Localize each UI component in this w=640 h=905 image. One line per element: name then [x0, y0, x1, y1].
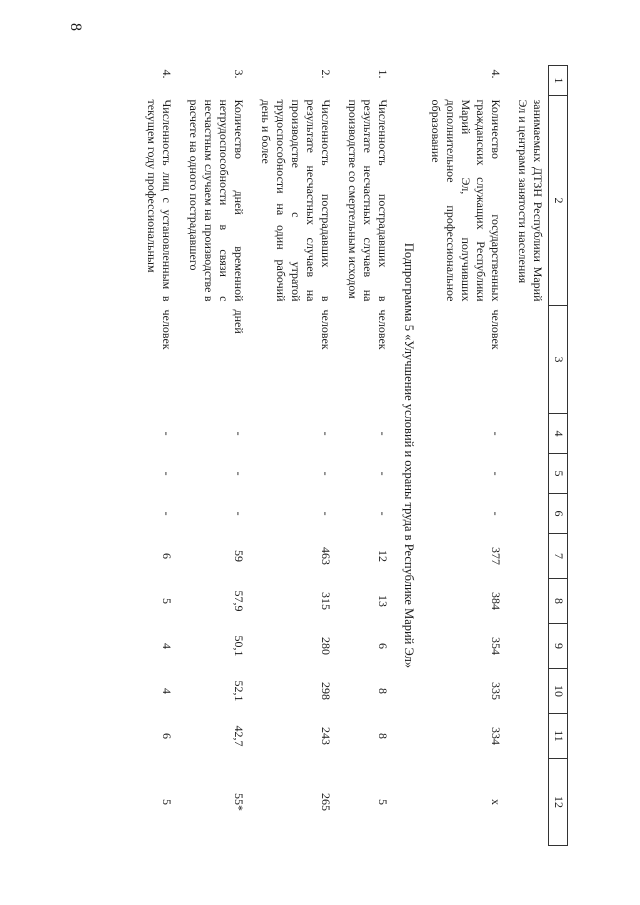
table-row	[422, 66, 509, 846]
value-cell-col-6: -	[489, 511, 503, 516]
value-cell-col-11: 8	[376, 733, 391, 739]
page-number: 8	[67, 23, 84, 31]
indicator-name: Численность пострадавших в результате несчастных случаев на производстве с утратой трудоспособности на один рабочий день и более	[259, 99, 334, 302]
table-row	[138, 66, 180, 846]
row-number	[509, 66, 549, 96]
section-title-row	[396, 66, 422, 846]
value-cell-col-5: -	[160, 471, 175, 476]
value-cell-col-7: 59	[232, 550, 247, 562]
unit-cell: человек	[160, 309, 175, 350]
value-cell-col-5: -	[319, 471, 334, 476]
unit-cell: человек	[319, 309, 334, 350]
value-cell-col-4: -	[319, 431, 334, 436]
unit-cell	[509, 306, 549, 414]
table-row	[252, 66, 339, 846]
value-cell-col-10: 4	[160, 688, 175, 694]
value-cell-col-4: -	[160, 431, 175, 436]
value-cell-col-7: 463	[319, 547, 334, 565]
header-cell-2: 2	[549, 96, 568, 306]
value-cell-col-9	[509, 624, 549, 669]
value-cell-col-12: 55*	[232, 793, 247, 811]
value-cell-col-10: 52,1	[232, 680, 247, 702]
value-cell-col-7	[509, 534, 549, 579]
value-cell-col-11: 42,7	[232, 725, 247, 747]
header-cell-3: 3	[549, 306, 568, 414]
header-cell-10: 10	[549, 669, 568, 714]
value-cell-col-12	[509, 759, 549, 846]
header-cell-6: 6	[549, 494, 568, 534]
value-cell-col-7: 12	[376, 550, 391, 562]
value-cell-col-11: 6	[160, 733, 175, 739]
header-cell-11: 11	[549, 714, 568, 759]
header-cell-4: 4	[549, 414, 568, 454]
value-cell-col-6: -	[376, 511, 391, 516]
row-number: 4.	[160, 69, 175, 79]
value-cell-col-8: 13	[376, 595, 391, 607]
header-cell-8: 8	[549, 579, 568, 624]
value-cell-col-5: -	[376, 471, 391, 476]
value-cell-col-12: 5	[376, 799, 391, 805]
section-title: Подпрограмма 5 «Улучшение условий и охраны труда в Республике Марий Эл»	[402, 242, 416, 669]
value-cell-col-6	[509, 494, 549, 534]
row-number: 3.	[232, 69, 247, 79]
value-cell-col-11: 334	[489, 727, 503, 745]
value-cell-col-10: 8	[376, 688, 391, 694]
row-number: 1.	[376, 69, 391, 79]
value-cell-col-5: -	[232, 471, 247, 476]
value-cell-col-9: 4	[160, 643, 175, 649]
indicator-name: Количество государственных гражданских служащих Республики Марий Эл, получивших дополнительное профессиональное образование	[429, 99, 503, 302]
value-cell-col-10	[509, 669, 549, 714]
row-number: 4.	[489, 69, 503, 79]
value-cell-col-9: 6	[376, 643, 391, 649]
row-number: 2.	[319, 69, 334, 79]
value-cell-col-12: 265	[319, 793, 334, 811]
value-cell-col-8	[509, 579, 549, 624]
header-cell-7: 7	[549, 534, 568, 579]
value-cell-col-7: 377	[489, 547, 503, 565]
indicator-name: Численность пострадавших в результате несчастных случаев на производстве со смертельным исходом	[346, 99, 391, 302]
value-cell-col-9: 280	[319, 637, 334, 655]
value-cell-col-11: 243	[319, 727, 334, 745]
value-cell-col-8: 57,9	[232, 590, 247, 612]
value-cell-col-4: -	[232, 431, 247, 436]
indicator-name: занимаемых ДТЗН Республики Марий Эл и центрами занятости населения	[516, 99, 545, 302]
value-cell-col-9: 354	[489, 637, 503, 655]
header-cell-1: 1	[549, 66, 568, 96]
table-header-row	[549, 66, 568, 846]
value-cell-col-5: -	[489, 471, 503, 476]
table-body	[138, 66, 567, 846]
value-cell-col-4: -	[489, 431, 503, 436]
indicator-name: Количество дней временной нетрудоспособности в связи с несчастным случаем на производстве в расчете на одного пострадавшего	[187, 99, 247, 302]
indicator-name: Численность лиц с установленным в текущем году профессиональным	[145, 99, 175, 302]
indicators-table	[138, 65, 568, 846]
value-cell-col-11	[509, 714, 549, 759]
unit-cell: дней	[232, 309, 247, 334]
table-row	[339, 66, 396, 846]
unit-cell: человек	[489, 309, 503, 350]
value-cell-col-8: 5	[160, 598, 175, 604]
value-cell-col-10: 335	[489, 682, 503, 700]
value-cell-col-6: -	[160, 511, 175, 516]
value-cell-col-10: 298	[319, 682, 334, 700]
value-cell-col-7: 6	[160, 553, 175, 559]
value-cell-col-9: 50,1	[232, 635, 247, 657]
value-cell-col-12: х	[489, 799, 503, 805]
value-cell-col-8: 315	[319, 592, 334, 610]
value-cell-col-5	[509, 454, 549, 494]
rotated-page	[123, 65, 568, 845]
header-cell-12: 12	[549, 759, 568, 846]
unit-cell: человек	[376, 309, 391, 350]
value-cell-col-4: -	[376, 431, 391, 436]
value-cell-col-6: -	[232, 511, 247, 516]
table-row	[180, 66, 252, 846]
header-cell-5: 5	[549, 454, 568, 494]
value-cell-col-8: 384	[489, 592, 503, 610]
header-cell-9: 9	[549, 624, 568, 669]
table-row	[509, 66, 549, 846]
value-cell-col-6: -	[319, 511, 334, 516]
value-cell-col-12: 5	[160, 799, 175, 805]
value-cell-col-4	[509, 414, 549, 454]
